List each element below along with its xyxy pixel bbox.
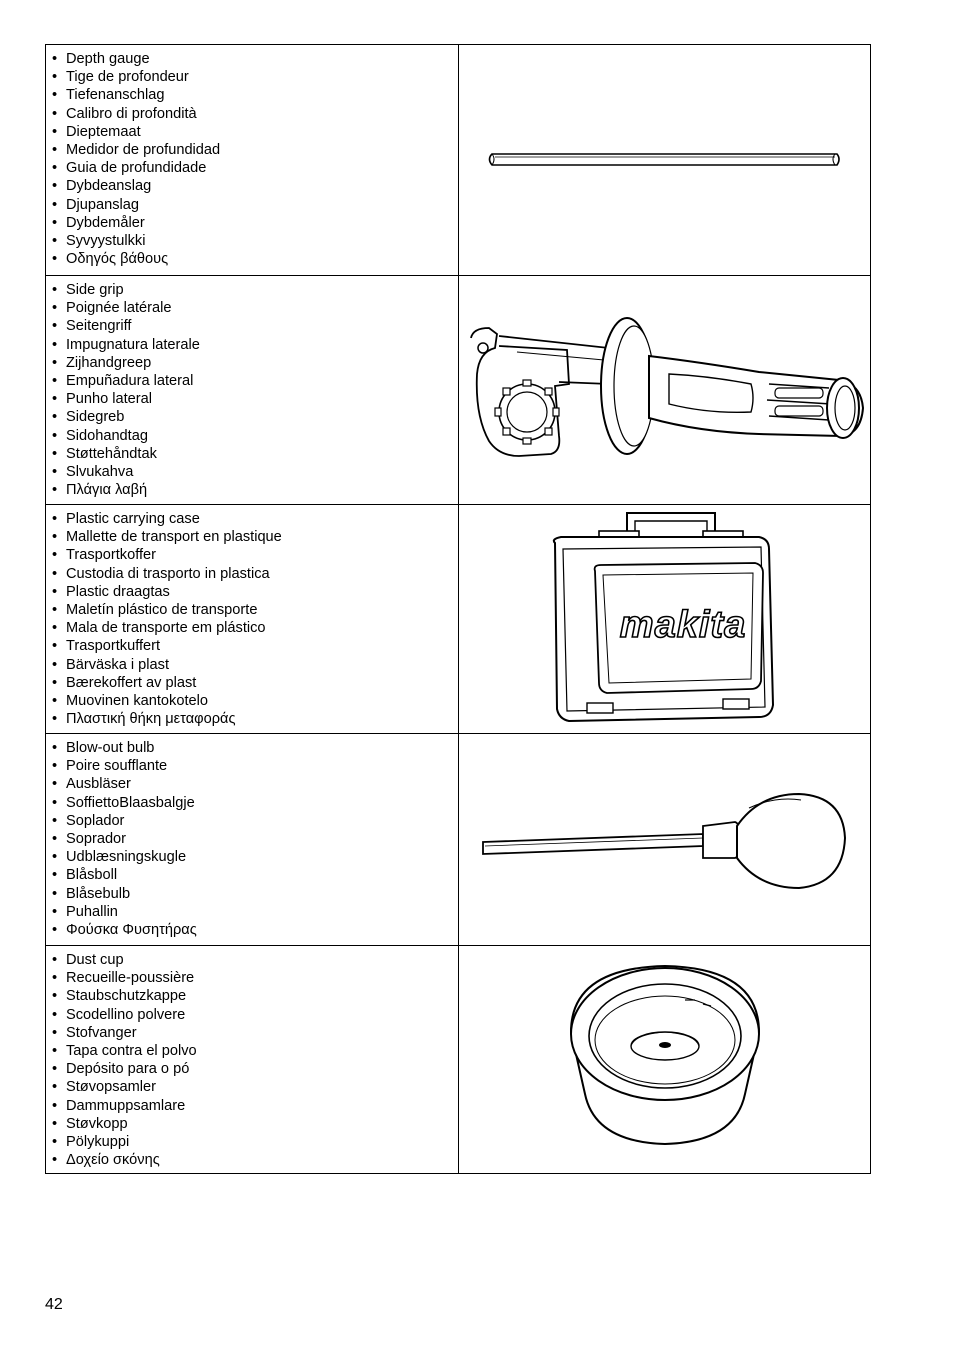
table-row <box>46 504 870 733</box>
carrying-case-icon <box>459 505 871 733</box>
list-item <box>52 1042 458 1060</box>
list-item <box>52 710 458 728</box>
bullet: • <box>52 758 58 775</box>
bullet: • <box>52 196 58 213</box>
item-label: Poignée latérale <box>66 300 172 317</box>
bullet: • <box>52 1043 58 1060</box>
bullet: • <box>52 1006 58 1023</box>
list-item <box>52 105 458 123</box>
item-label: Custodia di trasporto in plastica <box>66 565 270 582</box>
item-label: Puhallin <box>66 903 118 920</box>
list-item <box>52 372 458 390</box>
item-label: Calibro di profondità <box>66 105 197 122</box>
list-item <box>52 299 458 317</box>
bullet: • <box>52 1061 58 1078</box>
list-item <box>52 601 458 619</box>
item-label: Støvkopp <box>66 1115 128 1132</box>
list-item <box>52 427 458 445</box>
item-label: Bärväska i plast <box>66 656 170 673</box>
list-item <box>52 757 458 775</box>
bullet: • <box>52 602 58 619</box>
illustration-cell <box>459 505 870 733</box>
bullet: • <box>52 1152 58 1169</box>
item-label: Punho lateral <box>66 391 153 408</box>
list-item <box>52 68 458 86</box>
bullet: • <box>52 638 58 655</box>
list-item <box>52 848 458 866</box>
bullet: • <box>52 373 58 390</box>
item-label: Sidohandtag <box>66 427 148 444</box>
bullet: • <box>52 445 58 462</box>
list-item <box>52 1133 458 1151</box>
bullet: • <box>52 105 58 122</box>
bullet: • <box>52 711 58 728</box>
name-list <box>52 510 458 728</box>
bullet: • <box>52 674 58 691</box>
bullet: • <box>52 354 58 371</box>
item-label: Blåsebulb <box>66 885 131 902</box>
list-item <box>52 317 458 335</box>
bullet: • <box>52 282 58 298</box>
blow-out-bulb-icon <box>459 734 871 945</box>
side-grip-icon <box>459 276 871 504</box>
item-label: Soplador <box>66 812 125 829</box>
bullet: • <box>52 427 58 444</box>
item-label: Scodellino polvere <box>66 1006 186 1023</box>
list-item <box>52 969 458 987</box>
bullet: • <box>52 233 58 250</box>
illustration-cell <box>459 45 870 275</box>
item-label: Bærekoffert av plast <box>66 674 197 691</box>
item-label: Dybdeanslag <box>66 178 152 195</box>
bullet: • <box>52 988 58 1005</box>
list-item <box>52 565 458 583</box>
list-item <box>52 445 458 463</box>
list-item <box>52 987 458 1005</box>
item-label: Depósito para o pó <box>66 1061 190 1078</box>
list-item <box>52 619 458 637</box>
list-item <box>52 921 458 939</box>
list-item <box>52 123 458 141</box>
item-label: Soprador <box>66 831 127 848</box>
item-label: Seitengriff <box>66 318 132 335</box>
item-label: Djupanslag <box>66 196 140 213</box>
item-label: Slvukahva <box>66 464 134 481</box>
bullet: • <box>52 178 58 195</box>
bullet: • <box>52 952 58 968</box>
item-label: Φούσκα Φυσητήρας <box>66 922 197 939</box>
item-label: Tiefenanschlag <box>66 87 165 104</box>
bullet: • <box>52 885 58 902</box>
item-label: Recueille-poussière <box>66 970 195 987</box>
item-label: Stofvanger <box>66 1024 137 1041</box>
list-item <box>52 951 458 969</box>
table-row <box>46 945 870 1173</box>
list-item <box>52 481 458 499</box>
name-list <box>52 281 458 499</box>
list-item <box>52 281 458 299</box>
list-item <box>52 141 458 159</box>
bullet: • <box>52 903 58 920</box>
bullet: • <box>52 336 58 353</box>
list-item <box>52 177 458 195</box>
bullet: • <box>52 1134 58 1151</box>
name-list <box>52 951 458 1169</box>
bullet: • <box>52 740 58 756</box>
bullet: • <box>52 391 58 408</box>
bullet: • <box>52 794 58 811</box>
list-item <box>52 546 458 564</box>
list-item <box>52 674 458 692</box>
item-label: Sidegreb <box>66 409 125 426</box>
bullet: • <box>52 69 58 86</box>
item-label: SoffiettoBlaasbalgje <box>66 794 195 811</box>
bullet: • <box>52 160 58 177</box>
bullet: • <box>52 409 58 426</box>
list-item <box>52 232 458 250</box>
item-label: Empuñadura lateral <box>66 373 194 390</box>
bullet: • <box>52 482 58 499</box>
item-label: Trasportkoffer <box>66 547 157 564</box>
list-item <box>52 354 458 372</box>
list-item <box>52 1078 458 1096</box>
item-label: Dust cup <box>66 952 124 968</box>
bullet: • <box>52 529 58 546</box>
item-label: Blåsboll <box>66 867 118 884</box>
item-label: Udblæsningskugle <box>66 849 187 866</box>
list-item <box>52 86 458 104</box>
list-item <box>52 408 458 426</box>
list-item <box>52 196 458 214</box>
item-label: Poire soufflante <box>66 758 168 775</box>
item-label: Dammuppsamlare <box>66 1097 186 1114</box>
bullet: • <box>52 776 58 793</box>
bullet: • <box>52 656 58 673</box>
item-label: Guia de profundidade <box>66 160 207 177</box>
list-item <box>52 50 458 68</box>
bullet: • <box>52 849 58 866</box>
bullet: • <box>52 51 58 67</box>
list-item <box>52 794 458 812</box>
list-item <box>52 1006 458 1024</box>
item-label: Medidor de profundidad <box>66 142 221 159</box>
item-label: Syvyystulkki <box>66 233 146 250</box>
item-label: Δοχείο σκόνης <box>66 1152 160 1169</box>
item-label: Plastic carrying case <box>66 511 200 527</box>
names-cell <box>46 45 459 275</box>
item-label: Ausbläser <box>66 776 131 793</box>
bullet: • <box>52 300 58 317</box>
list-item <box>52 830 458 848</box>
bullet: • <box>52 1097 58 1114</box>
item-label: Blow-out bulb <box>66 740 155 756</box>
item-label: Impugnatura laterale <box>66 336 200 353</box>
list-item <box>52 739 458 757</box>
table-row <box>46 275 870 504</box>
name-list <box>52 739 458 939</box>
item-label: Πλαστική θήκη μεταφοράς <box>66 711 236 728</box>
bullet: • <box>52 970 58 987</box>
item-label: Trasportkuffert <box>66 638 161 655</box>
list-item <box>52 866 458 884</box>
bullet: • <box>52 464 58 481</box>
bullet: • <box>52 214 58 231</box>
bullet: • <box>52 1024 58 1041</box>
bullet: • <box>52 123 58 140</box>
item-label: Οδηγός βάθους <box>66 251 169 268</box>
item-label: Staubschutzkappe <box>66 988 187 1005</box>
names-cell <box>46 276 459 504</box>
illustration-cell <box>459 734 870 945</box>
list-item <box>52 1115 458 1133</box>
list-item <box>52 656 458 674</box>
bullet: • <box>52 812 58 829</box>
item-label: Zijhandgreep <box>66 354 152 371</box>
item-label: Maletín plástico de transporte <box>66 602 258 619</box>
page-number: 42 <box>45 1296 63 1313</box>
item-label: Tapa contra el polvo <box>66 1043 197 1060</box>
accessories-table <box>45 44 871 1174</box>
list-item <box>52 583 458 601</box>
dust-cup-icon <box>459 946 871 1173</box>
list-item <box>52 903 458 921</box>
item-label: Mala de transporte em plástico <box>66 620 266 637</box>
item-label: Tige de profondeur <box>66 69 189 86</box>
list-item <box>52 510 458 528</box>
bullet: • <box>52 251 58 268</box>
list-item <box>52 1097 458 1115</box>
bullet: • <box>52 867 58 884</box>
item-label: Muovinen kantokotelo <box>66 693 208 710</box>
list-item <box>52 775 458 793</box>
item-label: Side grip <box>66 282 124 298</box>
list-item <box>52 159 458 177</box>
bullet: • <box>52 620 58 637</box>
bullet: • <box>52 693 58 710</box>
list-item <box>52 637 458 655</box>
bullet: • <box>52 1079 58 1096</box>
list-item <box>52 390 458 408</box>
list-item <box>52 885 458 903</box>
name-list <box>52 50 458 268</box>
bullet: • <box>52 142 58 159</box>
case-logo-text: makita <box>619 604 747 646</box>
bullet: • <box>52 547 58 564</box>
list-item <box>52 1024 458 1042</box>
item-label: Støvopsamler <box>66 1079 157 1096</box>
illustration-cell <box>459 276 870 504</box>
item-label: Dieptemaat <box>66 123 141 140</box>
bullet: • <box>52 1115 58 1132</box>
names-cell <box>46 946 459 1173</box>
depth-gauge-icon <box>459 45 871 274</box>
list-item <box>52 812 458 830</box>
bullet: • <box>52 583 58 600</box>
item-label: Plastic draagtas <box>66 583 170 600</box>
bullet: • <box>52 87 58 104</box>
list-item <box>52 336 458 354</box>
table-row <box>46 45 870 275</box>
illustration-cell <box>459 946 870 1173</box>
table-row <box>46 733 870 945</box>
item-label: Depth gauge <box>66 51 150 67</box>
bullet: • <box>52 831 58 848</box>
item-label: Mallette de transport en plastique <box>66 529 282 546</box>
list-item <box>52 1060 458 1078</box>
list-item <box>52 250 458 268</box>
list-item <box>52 528 458 546</box>
list-item <box>52 214 458 232</box>
bullet: • <box>52 318 58 335</box>
bullet: • <box>52 922 58 939</box>
list-item <box>52 463 458 481</box>
item-label: Dybdemåler <box>66 214 145 231</box>
item-label: Pölykuppi <box>66 1134 130 1151</box>
names-cell <box>46 505 459 733</box>
bullet: • <box>52 511 58 527</box>
list-item <box>52 692 458 710</box>
list-item <box>52 1151 458 1169</box>
item-label: Støttehåndtak <box>66 445 157 462</box>
names-cell <box>46 734 459 945</box>
item-label: Πλάγια λαβή <box>66 482 148 499</box>
bullet: • <box>52 565 58 582</box>
